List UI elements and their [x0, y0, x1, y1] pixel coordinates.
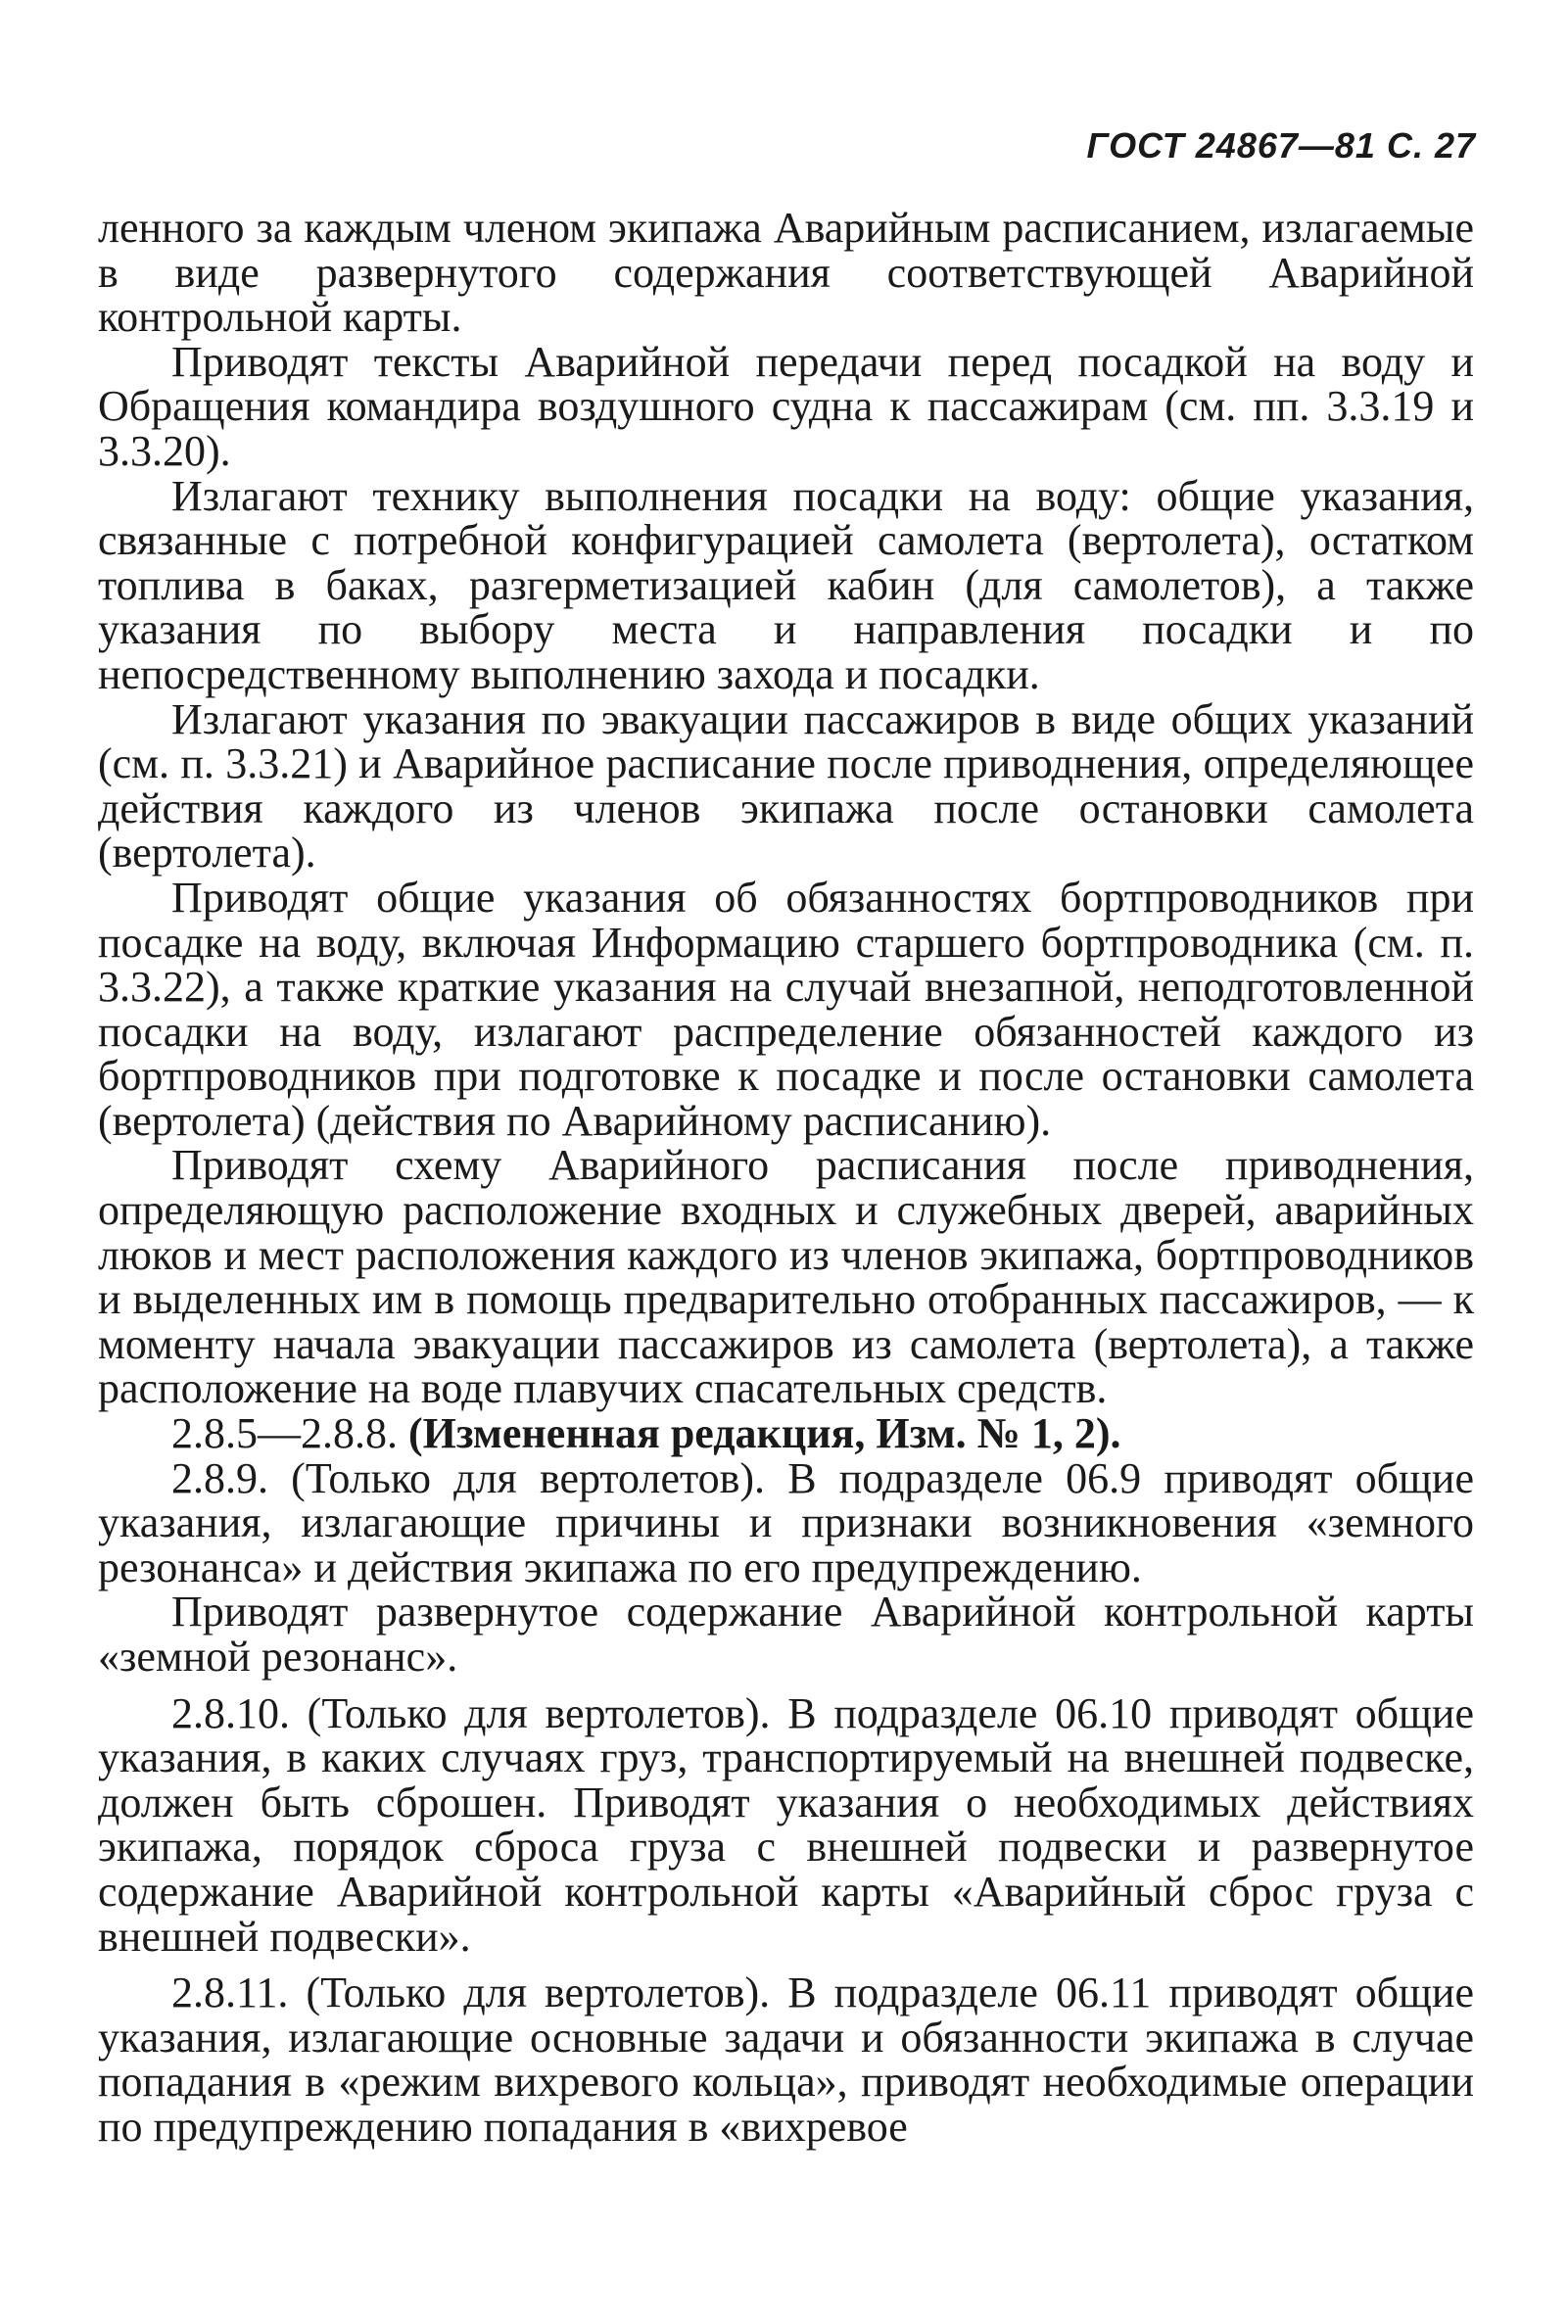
paragraph: Приводят тексты Аварийной передачи перед посадкой на воду и Обращения командира воздушного судна к пассажирам (см. пп. 3.3.19 и 3.3.20).: [98, 337, 1474, 475]
paragraph: 2.8.10. (Только для вертолетов). В подразделе 06.10 приводят общие указания, в каких случаях груз, транспортируемый на внешней подвеске, должен быть сброшен. Приводят указания о необходимых действиях экипажа, порядок сброса груза с внешней подвески и развернутое содержание Аварийной контрольной карты «Аварийный сброс груза с внешней подвески».: [98, 1688, 1474, 1961]
document-body: [98, 206, 1474, 2150]
paragraph: ленного за каждым членом экипажа Аварийным расписанием, излагаемые в виде развернутого содержания соответствующей Аварийной контрольной карты.: [98, 204, 1474, 342]
paragraph: Излагают технику выполнения посадки на воду: общие указания, связанные с потребной конфигурацией самолета (вертолета), остатком топлива в баках, разгерметизацией кабин (для самолетов), а также указания по выбору места и направления посадки и по непосредственному выполнению захода и посадки.: [98, 471, 1474, 698]
page-header: ГОСТ 24867—81 С. 27: [1086, 125, 1476, 166]
paragraph: Приводят общие указания об обязанностях бортпроводников при посадке на воду, включая Информацию старшего бортпроводника (см. п. 3.3.22), а также краткие указания на случай внезапной, неподготовленной посадки на воду, излагают распределение обязанностей каждого из бортпроводников при подготовке к посадке и после остановки самолета (вертолета) (действия по Аварийному расписанию).: [98, 873, 1474, 1145]
paragraph: 2.8.9. (Только для вертолетов). В подразделе 06.9 приводят общие указания, излагающие причины и признаки возникновения «земного резонанса» и действия экипажа по его предупреждению.: [98, 1453, 1474, 1591]
paragraph: Приводят развернутое содержание Аварийной контрольной карты «земной резонанс».: [98, 1588, 1474, 1681]
paragraph: Излагают указания по эвакуации пассажиров в виде общих указаний (см. п. 3.3.21) и Аварийное расписание после приводнения, определяющее действия каждого из членов экипажа после остановки самолета (вертолета).: [98, 694, 1474, 877]
amendment-text: (Измененная редакция, Изм. № 1, 2).: [408, 1409, 1121, 1458]
paragraph: 2.8.11. (Только для вертолетов). В подразделе 06.11 приводят общие указания, излагающие основные задачи и обязанности экипажа в случае попадания в «режим вихревого кольца», приводят необходимые операции по предупреждению попадания в «вихревое: [98, 1968, 1474, 2151]
amendment-note: [98, 1411, 1474, 1456]
paragraph: Приводят схему Аварийного расписания после приводнения, определяющую расположение входных и служебных дверей, аварийных люков и мест расположения каждого из членов экипажа, бортпроводников и выделенных им в помощь предварительно отобранных пассажиров, — к моменту начала эвакуации пассажиров из самолета (вертолета), а также расположение на воде плавучих спасательных средств.: [98, 1141, 1474, 1413]
clause-number: 2.8.5—2.8.8.: [171, 1409, 408, 1458]
